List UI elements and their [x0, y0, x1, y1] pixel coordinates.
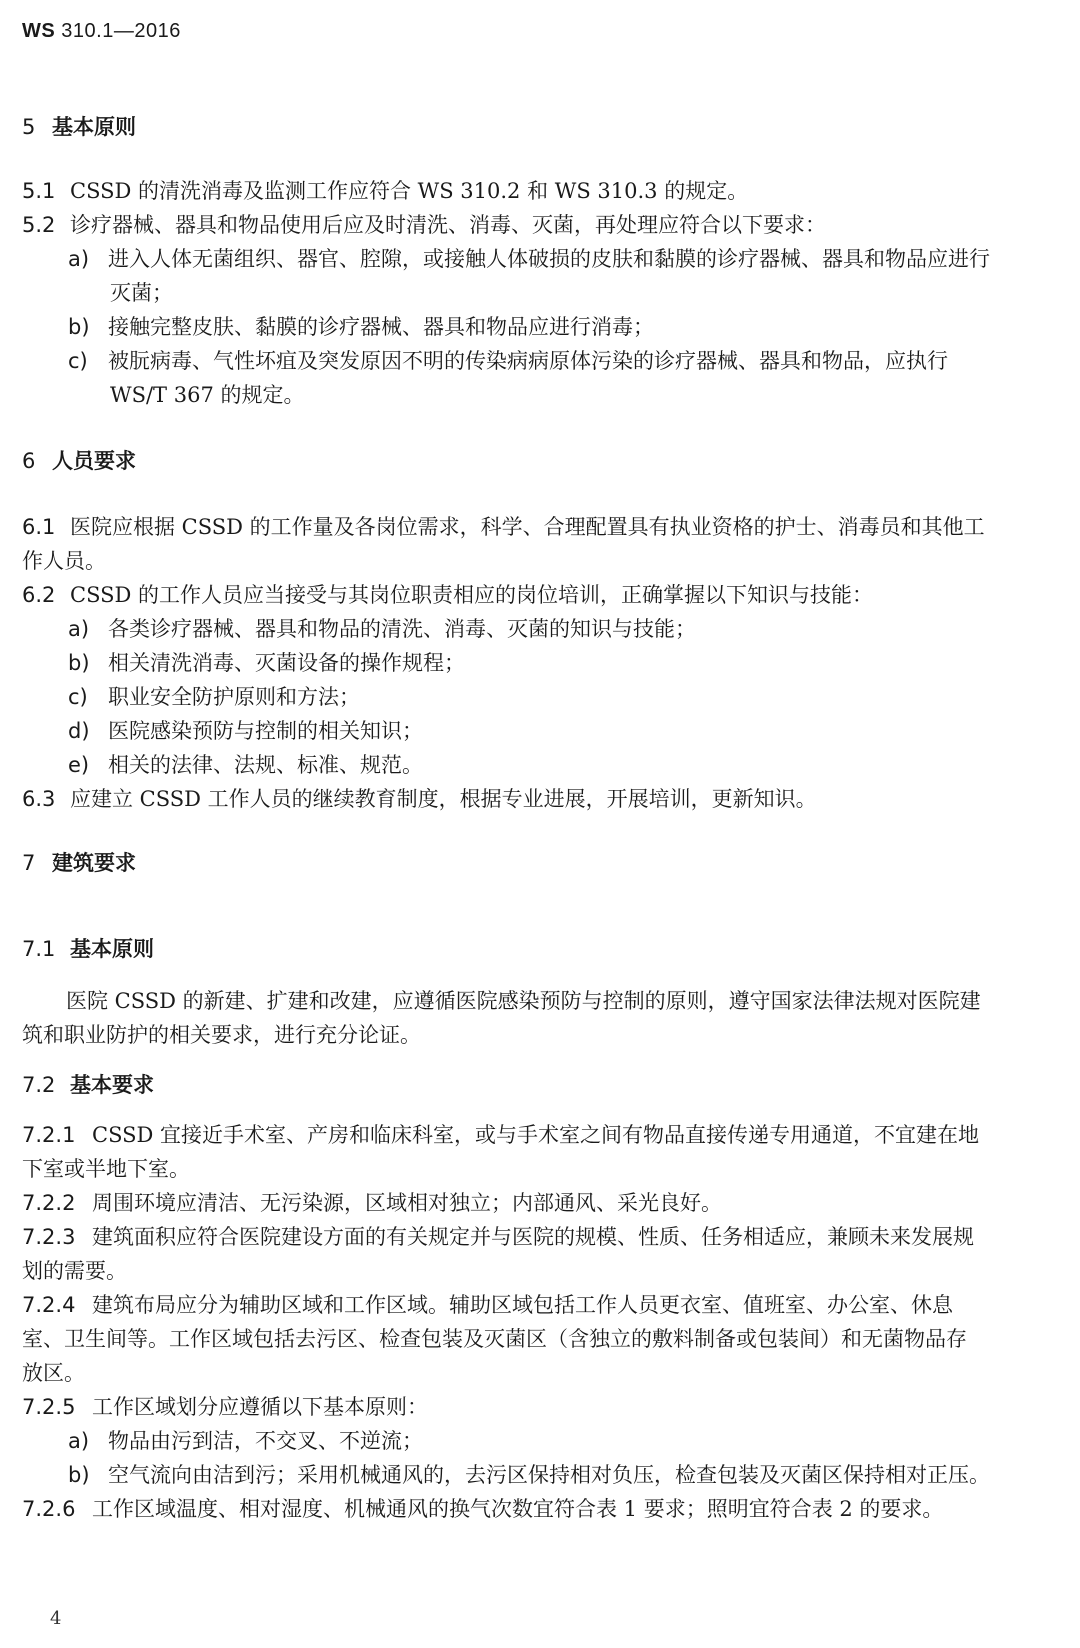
subsection-heading [22, 934, 154, 964]
list-item [68, 346, 948, 376]
list-text: WS/T 367 的规定。 [110, 383, 305, 407]
clause-number: 7.2.6 [22, 1497, 76, 1521]
clause-number: 7.2.2 [22, 1191, 76, 1215]
list-marker: a) [68, 1429, 90, 1453]
clause-text: 工作区域温度、相对湿度、机械通风的换气次数宜符合表 1 要求；照明宜符合表 2 的要求。 [92, 1497, 944, 1521]
list-text: 职业安全防护原则和方法； [108, 685, 360, 709]
list-text: 被朊病毒、气性坏疽及突发原因不明的传染病病原体污染的诊疗器械、器具和物品，应执行 [108, 349, 948, 373]
list-marker: a) [68, 247, 90, 271]
list-text: 接触完整皮肤、黏膜的诊疗器械、器具和物品应进行消毒； [108, 315, 654, 339]
subsection-heading [22, 1070, 154, 1100]
document-header [22, 20, 181, 43]
list-text: 相关的法律、法规、标准、规范。 [108, 753, 423, 777]
subsection-title: 基本原则 [70, 937, 154, 961]
clause-text: CSSD 的清洗消毒及监测工作应符合 WS 310.2 和 WS 310.3 的规定。 [70, 179, 749, 203]
clause [22, 210, 826, 240]
section-heading [22, 446, 136, 476]
paragraph-continuation [22, 1020, 421, 1050]
paragraph [66, 986, 981, 1016]
list-marker: b) [68, 1463, 90, 1487]
clause-text: CSSD 的工作人员应当接受与其岗位职责相应的岗位培训，正确掌握以下知识与技能： [70, 583, 873, 607]
clause [22, 512, 985, 542]
clause-text: CSSD 宜接近手术室、产房和临床科室，或与手术室之间有物品直接传递专用通道，不宜建在地 [92, 1123, 979, 1147]
list-marker: b) [68, 651, 90, 675]
clause-continuation [22, 1154, 190, 1184]
clause-text: 室、卫生间等。工作区域包括去污区、检查包装及灭菌区（含独立的敷料制备或包装间）和无菌物品存 [22, 1327, 967, 1351]
clause-text: 应建立 CSSD 工作人员的继续教育制度，根据专业进展，开展培训，更新知识。 [70, 787, 817, 811]
standard-prefix: WS [22, 20, 56, 42]
clause-number: 5.1 [22, 179, 56, 203]
list-marker: a) [68, 617, 90, 641]
subsection-number: 7.2 [22, 1073, 56, 1097]
clause-number: 7.2.4 [22, 1293, 76, 1317]
clause [22, 1120, 979, 1150]
section-number: 6 [22, 449, 36, 473]
list-item [68, 244, 990, 274]
clause-number: 7.2.5 [22, 1395, 76, 1419]
clause-continuation [22, 1324, 967, 1354]
list-item [68, 614, 696, 644]
list-text: 灭菌； [110, 281, 173, 305]
clause-text: 诊疗器械、器具和物品使用后应及时清洗、消毒、灭菌，再处理应符合以下要求： [70, 213, 826, 237]
list-marker: b) [68, 315, 90, 339]
list-item [68, 1460, 990, 1490]
list-item [68, 648, 465, 678]
standard-code: 310.1—2016 [61, 20, 181, 42]
clause-text: 划的需要。 [22, 1259, 127, 1283]
page-number: 4 [50, 1608, 62, 1629]
clause-text: 放区。 [22, 1361, 85, 1385]
list-item [68, 682, 360, 712]
clause [22, 1494, 943, 1524]
clause-number: 5.2 [22, 213, 56, 237]
list-continuation [110, 278, 173, 308]
list-item [68, 1426, 423, 1456]
list-text: 相关清洗消毒、灭菌设备的操作规程； [108, 651, 465, 675]
list-text: 物品由污到洁，不交叉、不逆流； [108, 1429, 423, 1453]
section-title: 人员要求 [52, 449, 136, 473]
list-text: 空气流向由洁到污；采用机械通风的，去污区保持相对负压，检查包装及灭菌区保持相对正压。 [108, 1463, 990, 1487]
section-number: 7 [22, 851, 36, 875]
clause-number: 6.2 [22, 583, 56, 607]
clause-continuation [22, 546, 106, 576]
list-text: 医院感染预防与控制的相关知识； [108, 719, 423, 743]
clause-continuation [22, 1358, 85, 1388]
clause [22, 1290, 953, 1320]
clause-text: 建筑面积应符合医院建设方面的有关规定并与医院的规模、性质、任务相适应，兼顾未来发展规 [92, 1225, 974, 1249]
section-heading [22, 112, 136, 142]
clause-number: 6.3 [22, 787, 56, 811]
clause-text: 工作区域划分应遵循以下基本原则： [92, 1395, 428, 1419]
section-heading [22, 848, 136, 878]
list-continuation [110, 380, 305, 410]
clause-number: 7.2.3 [22, 1225, 76, 1249]
clause-number: 7.2.1 [22, 1123, 76, 1147]
clause [22, 176, 748, 206]
clause [22, 1222, 974, 1252]
clause [22, 580, 873, 610]
paragraph-text: 医院 CSSD 的新建、扩建和改建，应遵循医院感染预防与控制的原则，遵守国家法律法规对医院建 [66, 989, 981, 1013]
clause-text: 建筑布局应分为辅助区域和工作区域。辅助区域包括工作人员更衣室、值班室、办公室、休息 [92, 1293, 953, 1317]
clause-continuation [22, 1256, 127, 1286]
section-number: 5 [22, 115, 36, 139]
list-marker: c) [68, 349, 88, 373]
list-item [68, 716, 423, 746]
clause-text: 医院应根据 CSSD 的工作量及各岗位需求，科学、合理配置具有执业资格的护士、消毒员和其他工 [70, 515, 985, 539]
clause-text: 周围环境应清洁、无污染源，区域相对独立；内部通风、采光良好。 [92, 1191, 722, 1215]
clause-text: 下室或半地下室。 [22, 1157, 190, 1181]
list-marker: c) [68, 685, 88, 709]
list-item [68, 750, 423, 780]
clause [22, 784, 817, 814]
clause-text: 作人员。 [22, 549, 106, 573]
paragraph-text: 筑和职业防护的相关要求，进行充分论证。 [22, 1023, 421, 1047]
section-title: 基本原则 [52, 115, 136, 139]
list-item [68, 312, 654, 342]
list-marker: d) [68, 719, 90, 743]
subsection-number: 7.1 [22, 937, 56, 961]
list-text: 进入人体无菌组织、器官、腔隙，或接触人体破损的皮肤和黏膜的诊疗器械、器具和物品应进行 [108, 247, 990, 271]
subsection-title: 基本要求 [70, 1073, 154, 1097]
clause [22, 1188, 722, 1218]
clause-number: 6.1 [22, 515, 56, 539]
list-text: 各类诊疗器械、器具和物品的清洗、消毒、灭菌的知识与技能； [108, 617, 696, 641]
clause [22, 1392, 428, 1422]
list-marker: e) [68, 753, 90, 777]
section-title: 建筑要求 [52, 851, 136, 875]
